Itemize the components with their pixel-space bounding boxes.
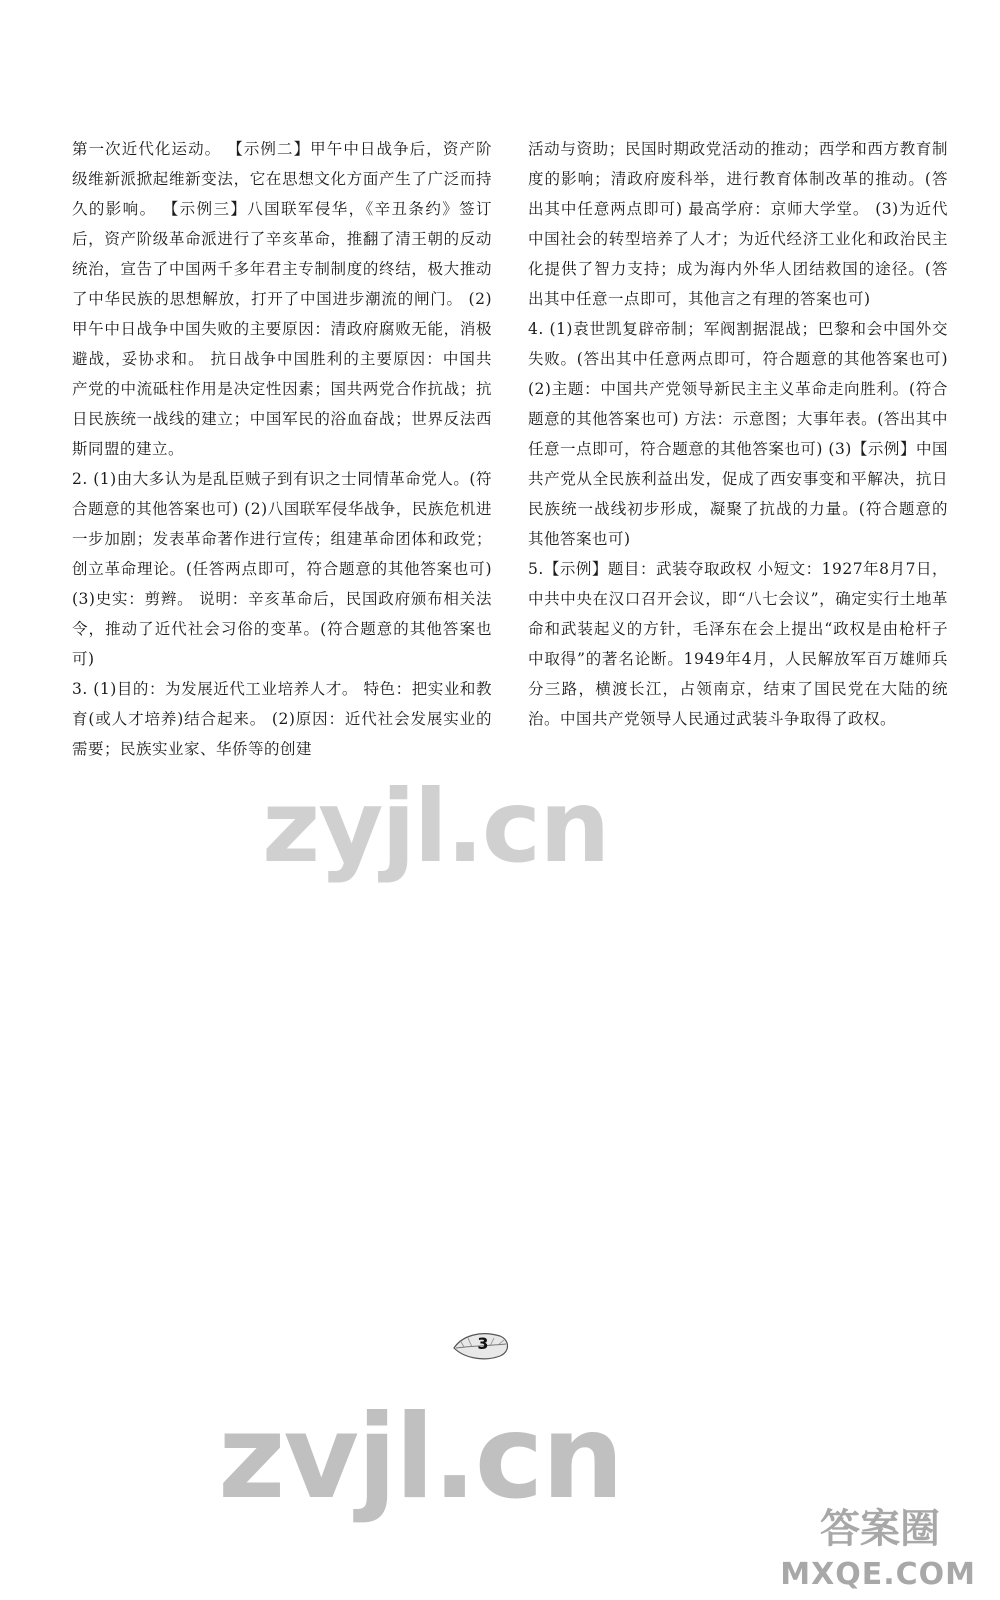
answer-paragraph: 4. (1)袁世凯复辟帝制；军阀割据混战；巴黎和会中国外交失败。(答出其中任意两点即可，符合题意的其他答案也可) (2)主题：中国共产党领导新民主主义革命走向胜利。(符合题意的其他答案也可) 方法：示意图；大事年表。(答出其中任意一点即可，符合题意的其他答案也可) (3)【示例】中国共产党从全民族利益出发，促成了西安事变和平解决，抗日民族统一战线初步形成，凝聚了抗战的力量。(符合题意的其他答案也可)	[528, 320, 948, 548]
watermark-logo: zyjl.cn	[262, 768, 609, 885]
page-number: 3	[477, 1334, 489, 1353]
watermark-logo: MXQE.COM	[780, 1557, 976, 1592]
answer-paragraph: 5.【示例】题目：武装夺取政权 小短文：1927年8月7日，中共中央在汉口召开会议，即“八七会议”，确定实行土地革命和武装起义的方针，毛泽东在会上提出“政权是由枪杆子中取得”的著名论断。1949年4月，人民解放军百万雄师兵分三路，横渡长江，占领南京，结束了国民党在大陆的统治。中国共产党领导人民通过武装斗争取得了政权。	[528, 560, 948, 728]
page-number-badge	[450, 1326, 514, 1366]
answer-paragraph: 活动与资助；民国时期政党活动的推动；西学和西方教育制度的影响；清政府废科举，进行教育体制改革的推动。(答出其中任意两点即可) 最高学府：京师大学堂。 (3)为近代中国社会的转型培养了人才；为近代经济工业化和政治民主化提供了智力支持；成为海内外华人团结救国的途径。(答出其中任意一点即可，其他言之有理的答案也可)	[528, 140, 948, 308]
watermark-logo: zvjl.cn	[218, 1390, 623, 1525]
answer-paragraph: 3. (1)目的：为发展近代工业培养人才。 特色：把实业和教育(或人才培养)结合起来。 (2)原因：近代社会发展实业的需要；民族实业家、华侨等的创建	[72, 680, 492, 758]
answer-paragraph: 2. (1)由大多认为是乱臣贼子到有识之士同情革命党人。(符合题意的其他答案也可) (2)八国联军侵华战争，民族危机进一步加剧；发表革命著作进行宣传；组建革命团体和政党；创立革命理论。(任答两点即可，符合题意的其他答案也可) (3)史实：剪辫。 说明：辛亥革命后，民国政府颁布相关法令，推动了近代社会习俗的变革。(符合题意的其他答案也可)	[72, 470, 492, 668]
right-column	[528, 134, 948, 734]
watermark-logo: 答案圈	[820, 1506, 940, 1552]
left-column	[72, 134, 492, 764]
answer-paragraph: 第一次近代化运动。 【示例二】甲午中日战争后，资产阶级维新派掀起维新变法，它在思想文化方面产生了广泛而持久的影响。 【示例三】八国联军侵华，《辛丑条约》签订后，资产阶级革命派进行了辛亥革命，推翻了清王朝的反动统治，宣告了中国两千多年君主专制制度的终结，极大推动了中华民族的思想解放，打开了中国进步潮流的闸门。 (2)甲午中日战争中国失败的主要原因：清政府腐败无能，消极避战，妥协求和。 抗日战争中国胜利的主要原因：中国共产党的中流砥柱作用是决定性因素；国共两党合作抗战；抗日民族统一战线的建立；中国军民的浴血奋战；世界反法西斯同盟的建立。	[72, 140, 492, 458]
